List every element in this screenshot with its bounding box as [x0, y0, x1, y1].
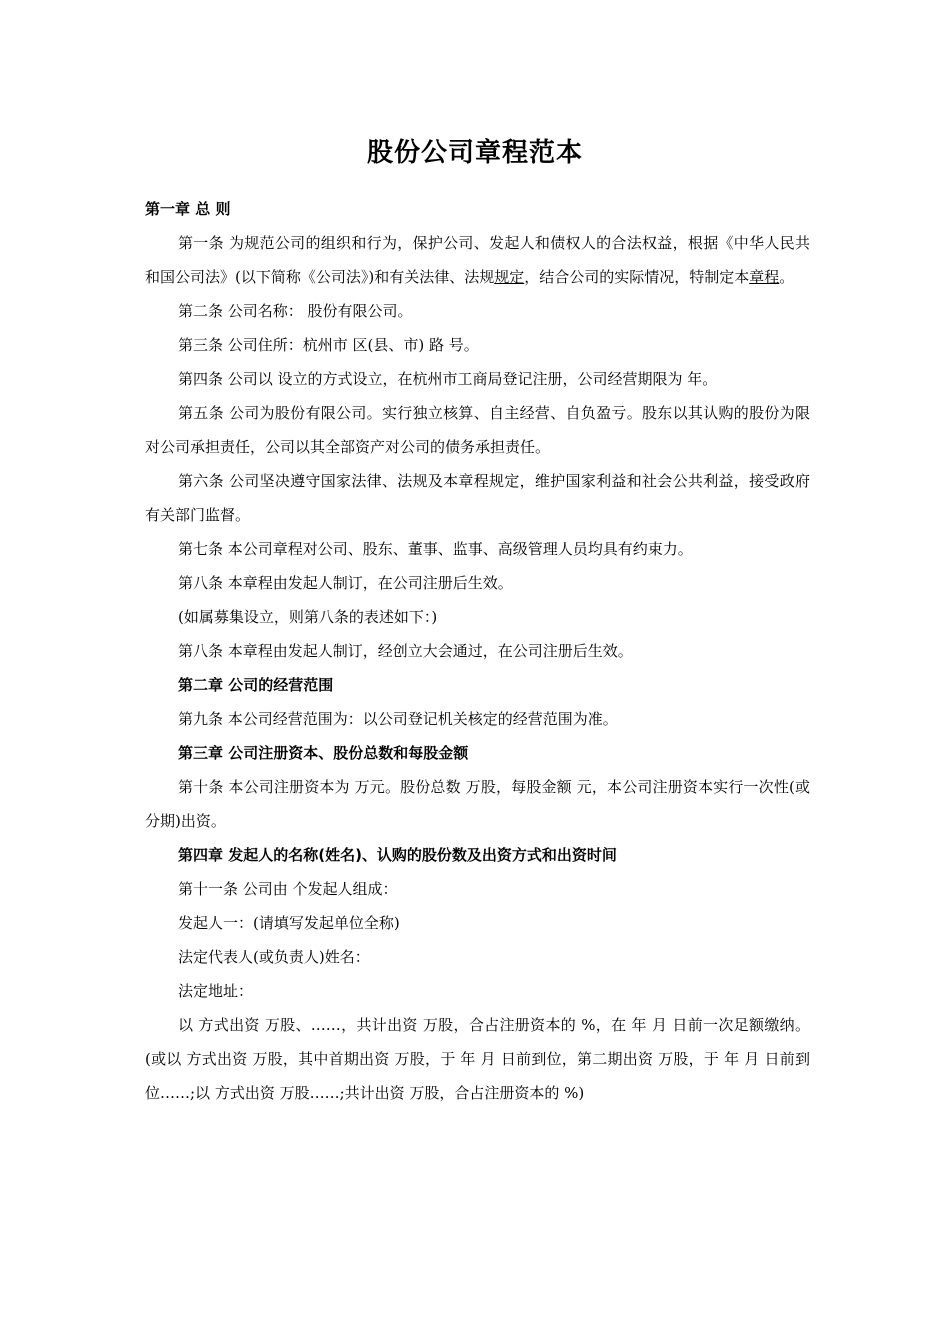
article-2: 第二条 公司名称： 股份有限公司。 — [178, 302, 413, 320]
article-4: 第四条 公司以 设立的方式设立，在杭州市工商局登记注册，公司经营期限为 年。 — [178, 370, 718, 388]
article-9: 第九条 本公司经营范围为：以公司登记机关核定的经营范围为准。 — [178, 710, 618, 728]
article-7: 第七条 本公司章程对公司、股东、董事、监事、高级管理人员均具有约束力。 — [178, 540, 693, 558]
article-1-text-b: ，结合公司的实际情况，特制定本 — [524, 268, 750, 286]
regulation-link[interactable]: 规定 — [494, 268, 525, 286]
article-11: 第十一条 公司由 个发起人组成： — [178, 880, 398, 898]
contribution-terms: 以 方式出资 万股、……，共计出资 万股，合占注册资本的 %，在 年 月 日前一次足额缴纳。(或以 方式出资 万股，其中首期出资 万股，于 年 月 日前到位，第二期出资 万股，于 年 月 日前到位……;以 方式出资 万股……;共计出资 万股，合占注册资本的 %) — [145, 1016, 810, 1102]
article-6: 第六条 公司坚决遵守国家法律、法规及本章程规定，维护国家利益和社会公共利益，接受政府有关部门监督。 — [145, 472, 810, 524]
article-3: 第三条 公司住所：杭州市 区(县、市) 路 号。 — [178, 336, 479, 354]
article-8-alternative: 第八条 本章程由发起人制订，经创立大会通过，在公司注册后生效。 — [178, 642, 633, 660]
article-8: 第八条 本章程由发起人制订，在公司注册后生效。 — [178, 574, 513, 592]
article-1 — [145, 226, 810, 294]
chapter-3-heading: 第三章 公司注册资本、股份总数和每股金额 — [178, 744, 469, 762]
document-body — [145, 192, 810, 1110]
article-8-note: (如属募集设立，则第八条的表述如下：) — [178, 608, 438, 626]
charter-link[interactable]: 章程 — [749, 268, 780, 286]
chapter-2-heading: 第二章 公司的经营范围 — [178, 676, 334, 694]
legal-address: 法定地址： — [178, 982, 254, 1000]
article-1-text-a: 第一条 为规范公司的组织和行为，保护公司、发起人和债权人的合法权益，根据《中华人民共和国公司法》(以下简称《公司法》)和有关法律、法规 — [145, 234, 810, 286]
chapter-4-heading: 第四章 发起人的名称(姓名)、认购的股份数及出资方式和出资时间 — [178, 846, 617, 864]
article-5: 第五条 公司为股份有限公司。实行独立核算、自主经营、自负盈亏。股东以其认购的股份为限对公司承担责任，公司以其全部资产对公司的债务承担责任。 — [145, 404, 810, 456]
promoter-1: 发起人一：(请填写发起单位全称) — [178, 914, 400, 932]
article-10: 第十条 本公司注册资本为 万元。股份总数 万股，每股金额 元，本公司注册资本实行一次性(或分期)出资。 — [145, 778, 810, 830]
chapter-1-heading: 第一章 总 则 — [145, 200, 231, 218]
document-title: 股份公司章程范本 — [366, 138, 583, 168]
article-1-text-c: 。 — [779, 268, 795, 286]
legal-representative: 法定代表人(或负责人)姓名： — [178, 948, 370, 966]
